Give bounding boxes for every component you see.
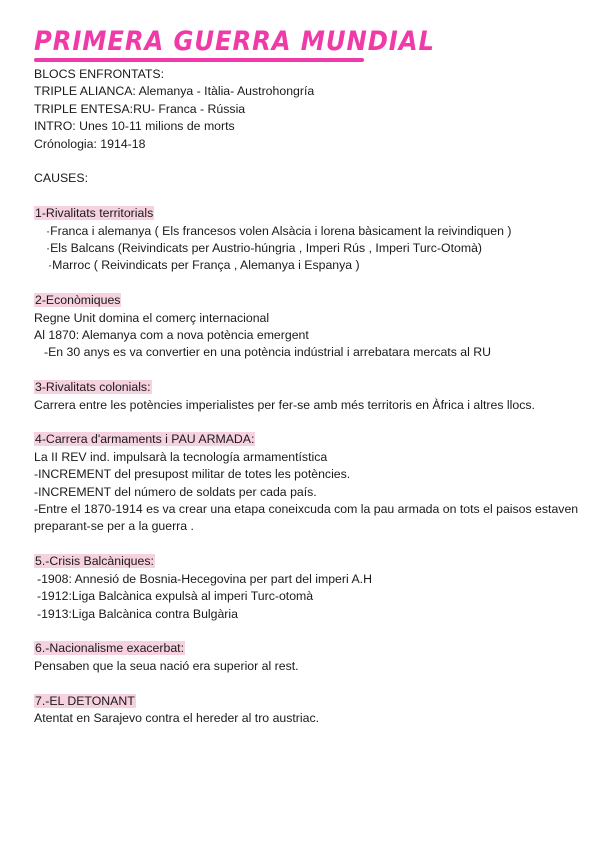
triple-entesa: TRIPLE ENTESA:RU- Franca - Rússia bbox=[34, 101, 246, 116]
list-item: ·Els Balcans (Reivindicats per Austrio-húngria , Imperi Rús , Imperi Turc-Otomà) bbox=[46, 241, 482, 256]
section-heading: 5.-Crisis Balcàniques: bbox=[35, 554, 154, 569]
section-carrera-armaments bbox=[34, 431, 584, 535]
list-item: -INCREMENT del número de soldats per cada país. bbox=[34, 484, 317, 499]
list-item: ·Franca i alemanya ( Els francesos volen Alsàcia i lorena bàsicament la reivindiquen ) bbox=[46, 223, 512, 238]
section-heading: 4-Carrera d'armaments i PAU ARMADA: bbox=[35, 432, 255, 447]
section-crisis-balcaniques bbox=[34, 553, 584, 623]
list-item: -En 30 anys es va convertier en una potència indústrial i arrebatara mercats al RU bbox=[44, 345, 492, 360]
section-heading: 1-Rivalitats territorials bbox=[35, 206, 154, 221]
list-item: -INCREMENT del presupost militar de totes les potències. bbox=[34, 467, 351, 482]
list-item: Regne Unit domina el comerç internacional bbox=[34, 310, 270, 325]
list-item: Pensaben que la seua nació era superior al rest. bbox=[34, 658, 299, 673]
title-underline bbox=[34, 58, 364, 62]
list-item: La II REV ind. impulsarà la tecnología armamentística bbox=[34, 449, 328, 464]
section-heading: 2-Econòmiques bbox=[35, 293, 121, 308]
list-item: -1913:Liga Balcànica contra Bulgària bbox=[37, 606, 238, 621]
blocs-label: BLOCS ENFRONTATS: bbox=[34, 67, 165, 81]
causes-label: CAUSES: bbox=[34, 171, 88, 186]
section-heading: 7.-EL DETONANT bbox=[35, 693, 135, 708]
list-item: Carrera entre les potències imperialistes per fer-se amb més territoris en Àfrica i altres llocs. bbox=[34, 397, 535, 412]
list-item: Atentat en Sarajevo contra el hereder al tro austriac. bbox=[34, 710, 320, 725]
section-heading: 3-Rivalitats colonials: bbox=[35, 380, 151, 395]
section-rivalitats-colonials bbox=[34, 379, 584, 414]
notes-body bbox=[34, 66, 584, 727]
list-item: -Entre el 1870-1914 es va crear una etapa coneixcuda com la pau armada on tots el paisos estaven preparant-se per a la guerra . bbox=[34, 502, 579, 534]
section-nacionalisme bbox=[34, 640, 584, 675]
section-economiques bbox=[34, 292, 584, 362]
section-detonant bbox=[34, 693, 584, 728]
list-item: ·Marroc ( Reivindicats per França , Alemanya i Espanya ) bbox=[48, 258, 360, 273]
intro-line: INTRO: Unes 10-11 milions de morts bbox=[34, 119, 235, 134]
triple-alianca: TRIPLE ALIANCA: Alemanya - Itàlia- Austrohongría bbox=[34, 84, 315, 99]
section-rivalitats-territorials bbox=[34, 205, 584, 275]
section-heading: 6.-Nacionalisme exacerbat: bbox=[35, 641, 184, 656]
list-item: -1912:Liga Balcànica expulsà al imperi Turc-otomà bbox=[37, 589, 314, 604]
page-title: PRIMERA GUERRA MUNDIAL bbox=[34, 26, 435, 57]
list-item: Al 1870: Alemanya com a nova potència emergent bbox=[34, 328, 309, 343]
cronologia-line: Crónologia: 1914-18 bbox=[34, 136, 146, 151]
list-item: -1908: Annesió de Bosnia-Hecegovina per part del imperi A.H bbox=[37, 571, 372, 586]
